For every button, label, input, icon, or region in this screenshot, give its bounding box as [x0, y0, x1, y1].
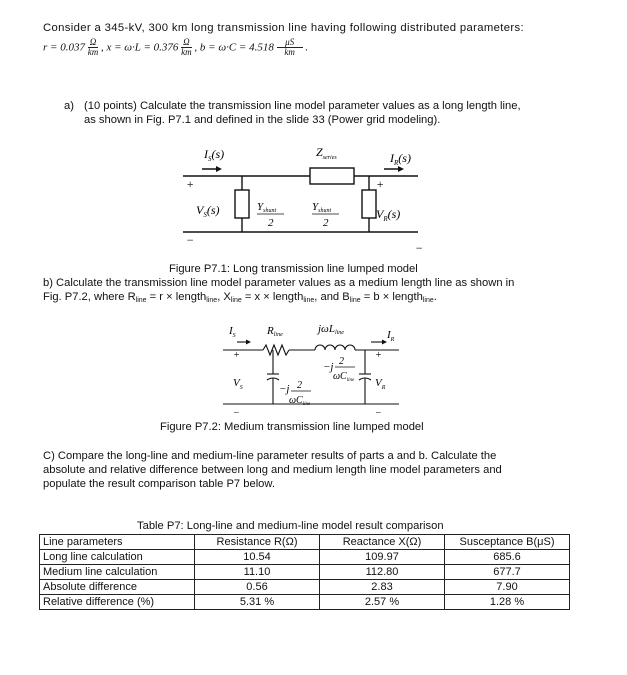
param-r: r = 0.037 [43, 41, 85, 54]
fig2-ir-label: $I_R$ [387, 329, 395, 343]
table-header-cell: Reactance X(Ω) [320, 535, 445, 550]
fig1-minus-left: − [186, 233, 195, 247]
fig2-is-label: $I_S$ [229, 325, 236, 339]
fig2-plus-left: + [233, 350, 240, 361]
table-row [40, 580, 570, 595]
part-c-line1: C) Compare the long-line and medium-line parameter results of parts a and b. Calculate the [43, 450, 497, 462]
fig2-plus-right: + [375, 350, 382, 361]
fig1-vs-label: $V_S(s)$ [196, 203, 220, 219]
part-b-line1: b) Calculate the transmission line model parameter values as a medium length line as shown in [43, 277, 515, 289]
fig2-caption: Figure P7.2: Medium transmission line lumped model [160, 421, 424, 433]
fig1-y2-den: 2 [323, 217, 329, 229]
table-header-cell: Resistance R(Ω) [195, 535, 320, 550]
fig1-is-arrow [216, 166, 222, 172]
part-a-line2: as shown in Fig. P7.1 and defined in the slide 33 (Power grid modeling). [84, 114, 441, 126]
param-b: b = ω·C = 4.518 [199, 41, 274, 54]
fig1-caption: Figure P7.1: Long transmission line lumped model [169, 263, 418, 275]
table-cell: Absolute difference [40, 580, 195, 595]
fig2-is-arrow [246, 340, 251, 345]
part-b-line2: Fig. P7.2, where $R_{line} = r$ × length$_{line}$, $X_{line} = x$ × length$_{line}$, and $B_{line} = b$ × length$_{line}$. [43, 291, 437, 304]
param-x-unit: $\frac{\Omega}{km}$ [181, 37, 192, 57]
fig1-shunt-right [362, 190, 376, 218]
fig1-z-label: $Z_{series}$ [316, 145, 337, 161]
table-cell: 677.7 [445, 565, 570, 580]
param-sep-2: , [194, 41, 198, 54]
table-title: Table P7: Long-line and medium-line model result comparison [137, 520, 444, 532]
table-row [40, 565, 570, 580]
fig1-plus-right: + [376, 177, 385, 191]
part-c-line2: absolute and relative difference between long and medium length line model parameters and [43, 464, 502, 476]
table-cell: 10.54 [195, 550, 320, 565]
fig1-y1-den: 2 [268, 217, 274, 229]
table-cell: 5.31 % [195, 595, 320, 610]
fig1-plus-left: + [186, 177, 195, 191]
table-cell: 1.28 % [445, 595, 570, 610]
fig2-c2-num: 2 [297, 380, 302, 391]
table-header-row [40, 535, 570, 550]
fig2-resistor [263, 345, 289, 355]
table-cell: 109.97 [320, 550, 445, 565]
table-cell: Relative difference (%) [40, 595, 195, 610]
fig2-minus-left: − [233, 408, 240, 418]
table-cell: 112.80 [320, 565, 445, 580]
table-cell: 0.56 [195, 580, 320, 595]
table-cell: 685.6 [445, 550, 570, 565]
fig2-minus-right: − [375, 408, 382, 418]
part-a-line1: (10 points) Calculate the transmission line model parameter values as a long length line, [84, 100, 521, 112]
table-row [40, 595, 570, 610]
fig2-c2-j: −j [279, 383, 290, 395]
table-cell: Long line calculation [40, 550, 195, 565]
param-sep-1: , [100, 41, 104, 54]
intro-text: Consider a 345-kV, 300 km long transmission line having following distributed parameters: [43, 22, 524, 34]
figure-p7-1 [180, 140, 430, 260]
table-row [40, 550, 570, 565]
table-header-cell: Line parameters [40, 535, 195, 550]
table-cell: 11.10 [195, 565, 320, 580]
fig1-y2-label: Yshunt [312, 201, 332, 214]
table-cell: 2.83 [320, 580, 445, 595]
table-cell: 2.57 % [320, 595, 445, 610]
fig1-series-impedance [310, 168, 354, 184]
fig1-y1-label: Yshunt [257, 201, 277, 214]
fig2-vs-label: $V_S$ [233, 377, 243, 391]
fig1-ir-arrow [398, 166, 404, 172]
fig1-minus-right: − [415, 241, 424, 255]
fig2-c1-j: −j [323, 361, 334, 373]
part-c-line3: populate the result comparison table P7 below. [43, 478, 275, 490]
fig2-c2-den: $\omega C_{line}$ [289, 395, 311, 407]
table-header-cell: Susceptance B(μS) [445, 535, 570, 550]
fig1-shunt-left [235, 190, 249, 218]
figure-p7-2 [215, 318, 405, 418]
part-a-label: a) [64, 100, 74, 112]
table-cell: 7.90 [445, 580, 570, 595]
param-x: x = ω·L = 0.376 [106, 41, 179, 54]
fig1-is-label: $I_S(s)$ [204, 147, 225, 163]
fig1-ir-label: $I_R(s)$ [390, 151, 411, 167]
param-end: . [305, 41, 309, 54]
fig1-vr-label: $V_R(s)$ [376, 207, 401, 223]
param-r-unit: $\frac{\Omega}{km}$ [87, 37, 99, 57]
fig2-r-label: Rline [267, 325, 283, 338]
fig2-l-label: jωLline [318, 323, 344, 336]
fig2-inductor [315, 345, 355, 350]
parameters-line [43, 38, 308, 68]
table-cell: Medium line calculation [40, 565, 195, 580]
param-b-unit: $\frac{\mu S}{km}$ [277, 38, 303, 57]
fig2-vr-label: $V_R$ [375, 377, 386, 391]
comparison-table [39, 534, 570, 610]
fig2-c1-den: $\omega C_{line}$ [333, 371, 355, 383]
fig2-c1-num: 2 [339, 356, 344, 367]
